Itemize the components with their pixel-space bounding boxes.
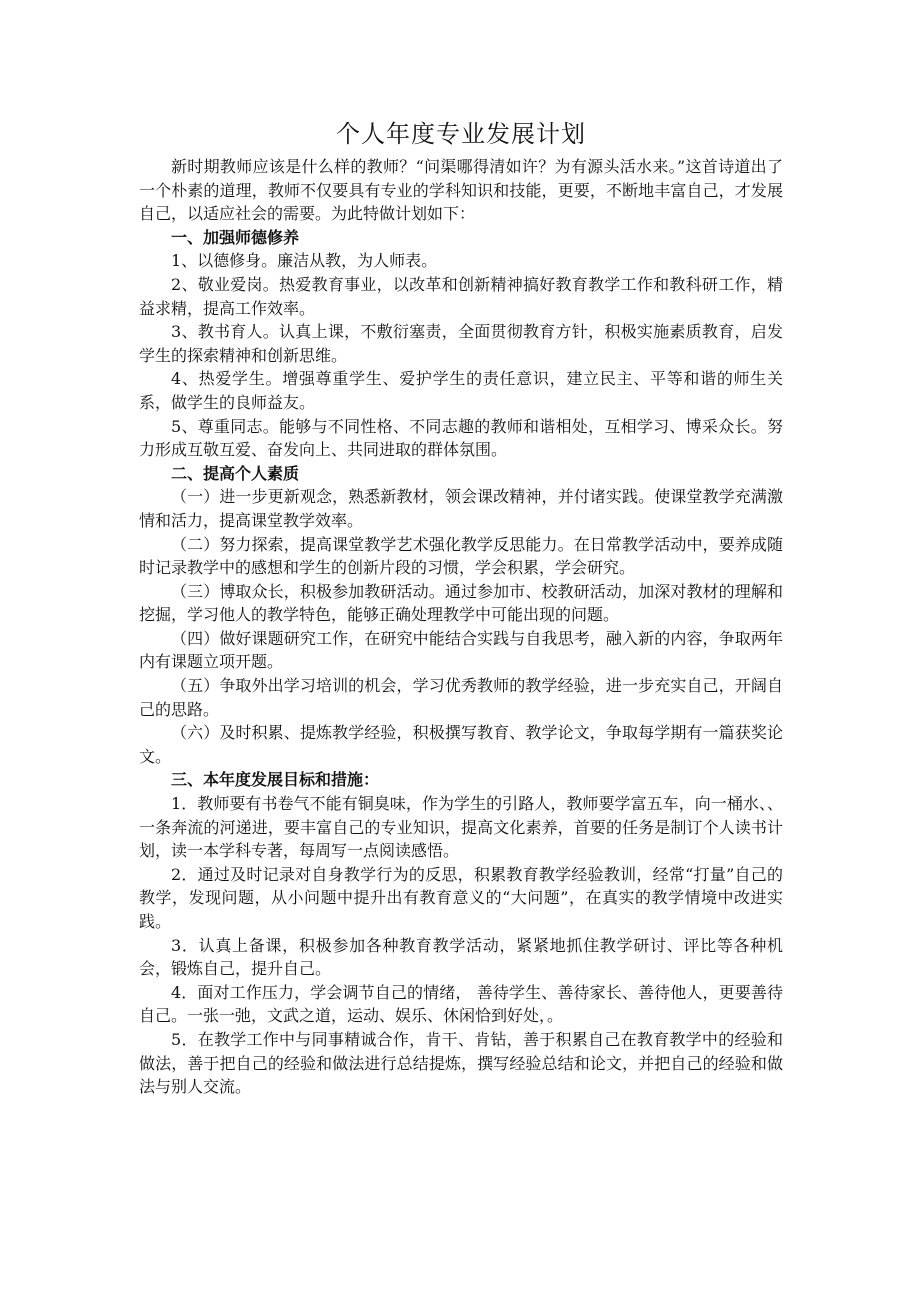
list-item: （四）做好课题研究工作，在研究中能结合实践与自我思考，融入新的内容，争取两年内有课题立项开题。 [139,628,783,672]
section-heading-quality: 二、提高个人素质 [171,463,300,483]
section-heading-ethics: 一、加强师德修养 [171,227,300,247]
document-title: 个人年度专业发展计划 [336,120,586,148]
list-item: 4．面对工作压力，学会调节自己的情绪， 善待学生、善待家长、善待他人，更要善待自己。一张一弛，文武之道，运动、娱乐、休闲恰到好处，。 [139,982,783,1026]
list-item: 5．在教学工作中与同事精诚合作，肯干、肯钻，善于积累自己在教育教学中的经验和做法，善于把自己的经验和做法进行总结提炼，撰写经验总结和论文，并把自己的经验和做法与别人交流。 [139,1029,783,1097]
list-item: （五）争取外出学习培训的机会，学习优秀教师的教学经验，进一步充实自己，开阔自己的思路。 [139,676,783,719]
list-item: （二）努力探索，提高课堂教学艺术强化教学反思能力。在日常教学活动中，要养成随时记录教学中的感想和学生的创新片段的习惯，学会积累，学会研究。 [139,534,783,578]
section-heading-goals: 三、本年度发展目标和措施： [171,770,380,790]
document-page [139,116,783,1099]
list-item: 5、尊重同志。能够与不同性格、不同志趣的教师和谐相处，互相学习、博采众长。努力形成互敬互爱、奋发向上、共同进取的群体氛围。 [139,416,783,460]
list-item: 2．通过及时记录对自身教学行为的反思，积累教育教学经验教训，经常“打量”自己的教学，发现问题，从小问题中提升出有教育意义的“大问题”，在真实的教学情境中改进实践。 [139,864,783,931]
intro-paragraph: 新时期教师应该是什么样的教师？“问渠哪得清如许？为有源头活水来。”这首诗道出了一个朴素的道理，教师不仅要具有专业的学科知识和技能，更要，不断地丰富自己，才发展自己，以适应社会的需要。为此特做计划如下： [139,157,783,224]
list-item: 3．认真上备课，积极参加各种教育教学活动，紧紧地抓住教学研讨、评比等各种机会，锻炼自己，提升自己。 [139,935,783,979]
list-item: （一）进一步更新观念，熟悉新教材，领会课改精神，并付诸实践。使课堂教学充满激情和活力，提高课堂教学效率。 [139,487,783,530]
list-item: 3、教书育人。认真上课，不敷衍塞责，全面贯彻教育方针，积极实施素质教育，启发学生的探索精神和创新思维。 [139,322,783,365]
list-item: 4、热爱学生。增强尊重学生、爱护学生的责任意识，建立民主、平等和谐的师生关系，做学生的良师益友。 [139,369,783,412]
list-item: 2、敬业爱岗。热爱教育事业，以改革和创新精神搞好教育教学工作和教科研工作，精益求精，提高工作效率。 [139,274,783,318]
list-item: （六）及时积累、提炼教学经验，积极撰写教育、教学论文，争取每学期有一篇获奖论文。 [139,723,783,766]
list-item: 1、以德修身。廉洁从教，为人师表。 [171,251,438,271]
list-item: （三）博取众长，积极参加教研活动。通过参加市、校教研活动，加深对教材的理解和挖掘，学习他人的教学特色，能够正确处理教学中可能出现的问题。 [139,581,783,625]
list-item: 1．教师要有书卷气不能有铜臭味，作为学生的引路人，教师要学富五车，向一桶水、、一条奔流的河递进，要丰富自己的专业知识，提高文化素养，首要的任务是制订个人读书计划，读一本学科专著，每周写一点阅读感悟。 [139,794,783,861]
